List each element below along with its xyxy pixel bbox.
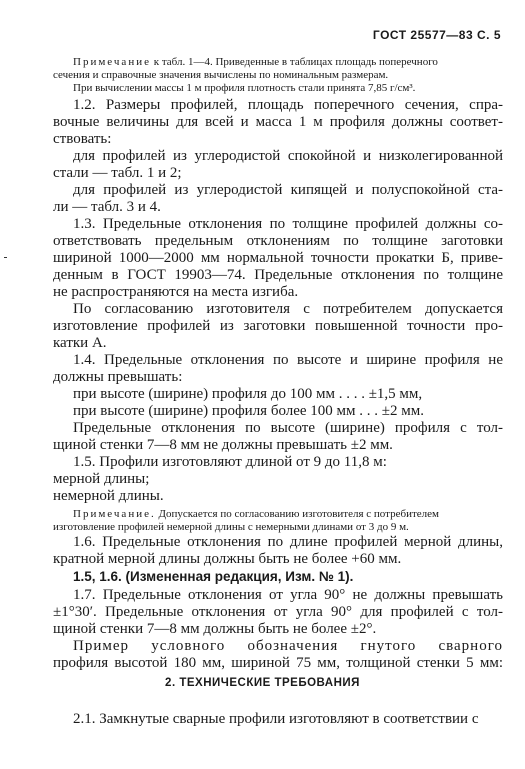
- text-line: изготовление профилей из заготовки повышенной точности про-: [53, 318, 503, 334]
- text-line: катки А.: [53, 335, 107, 351]
- text-line: кратной мерной длины должны быть не более +60 мм.: [53, 551, 402, 567]
- note-text: к табл. 1—4. Приведенные в таблицах площадь поперечного: [150, 56, 438, 68]
- note-line: сечения и справочные значения вычислены по номинальным размерам.: [53, 69, 389, 81]
- note-label: Примечание: [73, 56, 151, 68]
- text-line: щиной стенки 7—8 мм должны быть не более ±2°.: [53, 621, 377, 637]
- text-line: шириной 1000—2000 мм нормальной точности прокатки Б, приве-: [53, 250, 503, 266]
- text-line: мерной длины;: [53, 471, 150, 487]
- text-line: не распространяются на места изгиба.: [53, 284, 299, 300]
- note-line: [73, 508, 503, 521]
- text-line: Пример условного обозначения гнутого сварного: [73, 638, 503, 654]
- note-line: При вычислении массы 1 м профиля плотность стали принята 7,85 г/см³.: [73, 82, 416, 94]
- text-line: ответствовать предельным отклонениям по толщине заготовки: [53, 233, 503, 249]
- section-title: 2. ТЕХНИЧЕСКИЕ ТРЕБОВАНИЯ: [165, 677, 360, 689]
- note-line: изготовление профилей немерной длины с немерными длинами от 3 до 9 м.: [53, 521, 409, 533]
- text-line: Предельные отклонения по высоте (ширине) профиля с тол-: [73, 420, 503, 436]
- text-line: для профилей из углеродистой кипящей и полуспокойной ста-: [73, 182, 503, 198]
- page-header: ГОСТ 25577—83 С. 5: [372, 28, 501, 42]
- margin-mark: [4, 257, 7, 258]
- text-line: вочные величины для всей и масса 1 м профиля должны соответ-: [53, 114, 503, 130]
- text-line: должны превышать:: [53, 369, 183, 385]
- text-line: 1.6. Предельные отклонения по длине профилей мерной длины,: [73, 534, 503, 550]
- text-line: 1.4. Предельные отклонения по высоте и ширине профиля не: [73, 352, 503, 368]
- text-line: По согласованию изготовителя с потребителем допускается: [73, 301, 503, 317]
- text-line: 1.2. Размеры профилей, площадь поперечного сечения, спра-: [73, 97, 503, 113]
- text-line: при высоте (ширине) профиля до 100 мм . . . . ±1,5 мм,: [73, 386, 423, 402]
- text-line: стали — табл. 1 и 2;: [53, 165, 182, 181]
- text-line: ли — табл. 3 и 4.: [53, 199, 161, 215]
- text-line: 1.5. Профили изготовляют длиной от 9 до 11,8 м:: [73, 454, 387, 470]
- text-line: 1.7. Предельные отклонения от угла 90° не должны превышать: [73, 587, 503, 603]
- text-line: 2.1. Замкнутые сварные профили изготовляют в соответствии с: [73, 711, 479, 727]
- amendment-note: 1.5, 1.6. (Измененная редакция, Изм. № 1).: [73, 569, 354, 584]
- note-label: Примечание.: [73, 508, 156, 520]
- text-line: при высоте (ширине) профиля более 100 мм . . . ±2 мм.: [73, 403, 425, 419]
- note-line: [73, 56, 503, 69]
- text-line: ±1°30′. Предельные отклонения от угла 90° для профилей с тол-: [53, 604, 503, 620]
- text-line: профиля высотой 180 мм, шириной 75 мм, толщиной стенки 5 мм:: [53, 655, 503, 671]
- text-line: денным в ГОСТ 19903—74. Предельные отклонения по толщине: [53, 267, 503, 283]
- note-text: Допускается по согласованию изготовителя с потребителем: [155, 508, 439, 520]
- text-line: для профилей из углеродистой спокойной и низколегированной: [73, 148, 503, 164]
- text-line: ствовать:: [53, 131, 112, 147]
- text-line: щиной стенки 7—8 мм не должны превышать ±2 мм.: [53, 437, 393, 453]
- text-line: немерной длины.: [53, 488, 164, 504]
- text-line: 1.3. Предельные отклонения по толщине профилей должны со-: [73, 216, 503, 232]
